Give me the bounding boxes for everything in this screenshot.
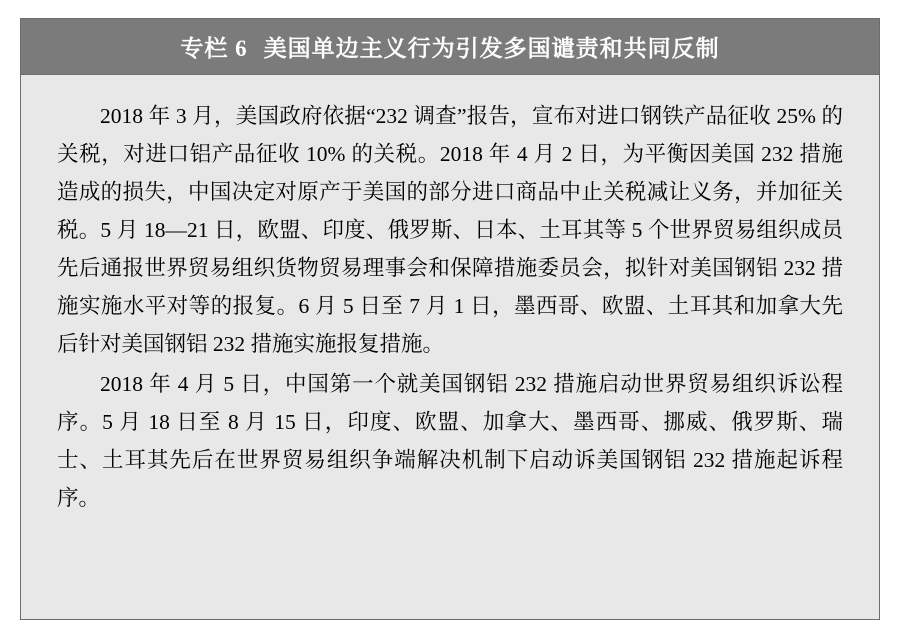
- callout-box: [20, 18, 880, 620]
- callout-title: [180, 30, 719, 63]
- callout-box-body: [21, 75, 879, 619]
- paragraph-2: 2018 年 4 月 5 日，中国第一个就美国钢铝 232 措施启动世界贸易组织诉讼程序。5 月 18 日至 8 月 15 日，印度、欧盟、加拿大、墨西哥、挪威、俄罗斯、瑞士、土耳其先后在世界贸易组织争端解决机制下启动诉美国钢铝 232 措施起诉程序。: [57, 372, 843, 510]
- callout-box-header: [21, 19, 879, 75]
- callout-title-label: 专栏 6: [180, 36, 248, 61]
- paragraph-1: 2018 年 3 月，美国政府依据“232 调查”报告，宣布对进口钢铁产品征收 25% 的关税，对进口铝产品征收 10% 的关税。2018 年 4 月 2 日，为平衡因美国 232 措施造成的损失，中国决定对原产于美国的部分进口商品中止关税减让义务，并加征关税。5 月 18—21 日，欧盟、印度、俄罗斯、日本、土耳其等 5 个世界贸易组织成员先后通报世界贸易组织货物贸易理事会和保障措施委员会，拟针对美国钢铝 232 措施实施水平对等的报复。6 月 5 日至 7 月 1 日，墨西哥、欧盟、土耳其和加拿大先后针对美国钢铝 232 措施实施报复措施。: [57, 104, 843, 356]
- callout-title-text: 美国单边主义行为引发多国谴责和共同反制: [263, 36, 720, 61]
